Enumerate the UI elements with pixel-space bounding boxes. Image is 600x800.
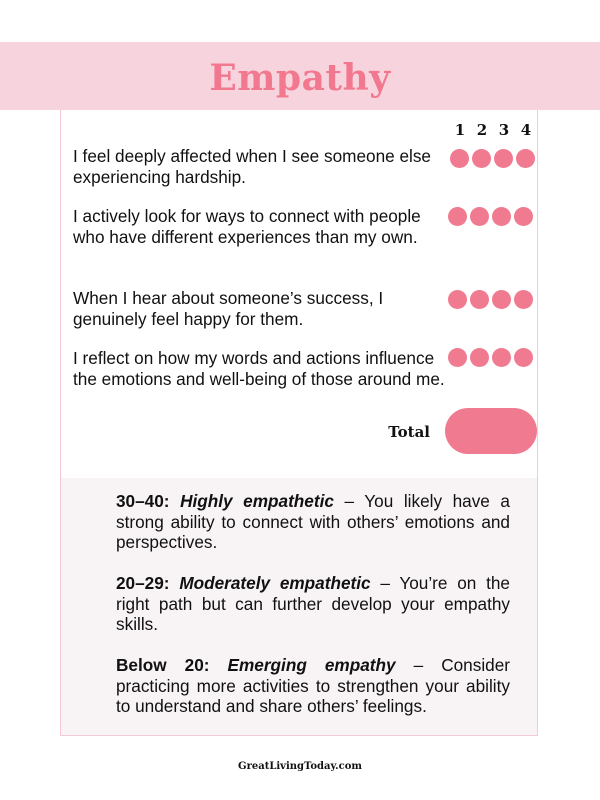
legend-item-emerging bbox=[116, 655, 510, 717]
rating-dots-3 bbox=[448, 290, 538, 310]
question-2: I actively look for ways to connect with people who have different experiences than my own. bbox=[73, 206, 421, 247]
rating-option-1[interactable] bbox=[448, 348, 467, 367]
rating-option-4[interactable] bbox=[516, 149, 535, 168]
scale-label-3: 3 bbox=[498, 121, 510, 139]
rating-option-3[interactable] bbox=[492, 290, 511, 309]
question-4: I reflect on how my words and actions influence the emotions and well-being of those around me. bbox=[73, 348, 445, 389]
legend-range: Below 20: bbox=[116, 655, 210, 675]
question-3: When I hear about someone’s success, I genuinely feel happy for them. bbox=[73, 288, 384, 329]
question-1: I feel deeply affected when I see someone else experiencing hardship. bbox=[73, 146, 431, 187]
footer-site-link[interactable]: GreatLivingToday.com bbox=[238, 761, 362, 772]
scale-label-1: 1 bbox=[454, 121, 466, 139]
rating-option-2[interactable] bbox=[470, 290, 489, 309]
rating-option-2[interactable] bbox=[470, 348, 489, 367]
legend-level: Highly empathetic bbox=[180, 491, 334, 511]
total-label: Total bbox=[388, 423, 430, 441]
rating-scale-header bbox=[448, 120, 538, 140]
rating-option-4[interactable] bbox=[514, 348, 533, 367]
legend-range: 20–29: bbox=[116, 573, 170, 593]
legend-item-high bbox=[116, 491, 510, 553]
rating-option-3[interactable] bbox=[492, 207, 511, 226]
legend-level: Emerging empathy bbox=[227, 655, 396, 675]
rating-dots-2 bbox=[448, 207, 538, 227]
rating-option-4[interactable] bbox=[514, 207, 533, 226]
rating-option-3[interactable] bbox=[494, 149, 513, 168]
rating-dots-1 bbox=[448, 149, 538, 169]
rating-option-1[interactable] bbox=[448, 207, 467, 226]
scale-label-4: 4 bbox=[520, 121, 532, 139]
rating-option-1[interactable] bbox=[450, 149, 469, 168]
rating-option-1[interactable] bbox=[448, 290, 467, 309]
rating-option-3[interactable] bbox=[492, 348, 511, 367]
rating-option-4[interactable] bbox=[514, 290, 533, 309]
legend-level: Moderately empathetic bbox=[179, 573, 371, 593]
rating-dots-4 bbox=[448, 348, 538, 368]
legend-item-moderate bbox=[116, 573, 510, 635]
rating-option-2[interactable] bbox=[472, 149, 491, 168]
legend-description: – You’re on the right path but can further develop your empathy skills. bbox=[116, 573, 510, 634]
legend-description: – Consider practicing more activities to strengthen your ability to understand and share others’ feelings. bbox=[116, 655, 510, 716]
legend-description: – You likely have a strong ability to connect with others’ emotions and perspectives. bbox=[116, 491, 510, 552]
page-title: Empathy bbox=[209, 57, 391, 99]
legend-range: 30–40: bbox=[116, 491, 170, 511]
total-input[interactable] bbox=[445, 408, 537, 454]
rating-option-2[interactable] bbox=[470, 207, 489, 226]
scale-label-2: 2 bbox=[476, 121, 488, 139]
